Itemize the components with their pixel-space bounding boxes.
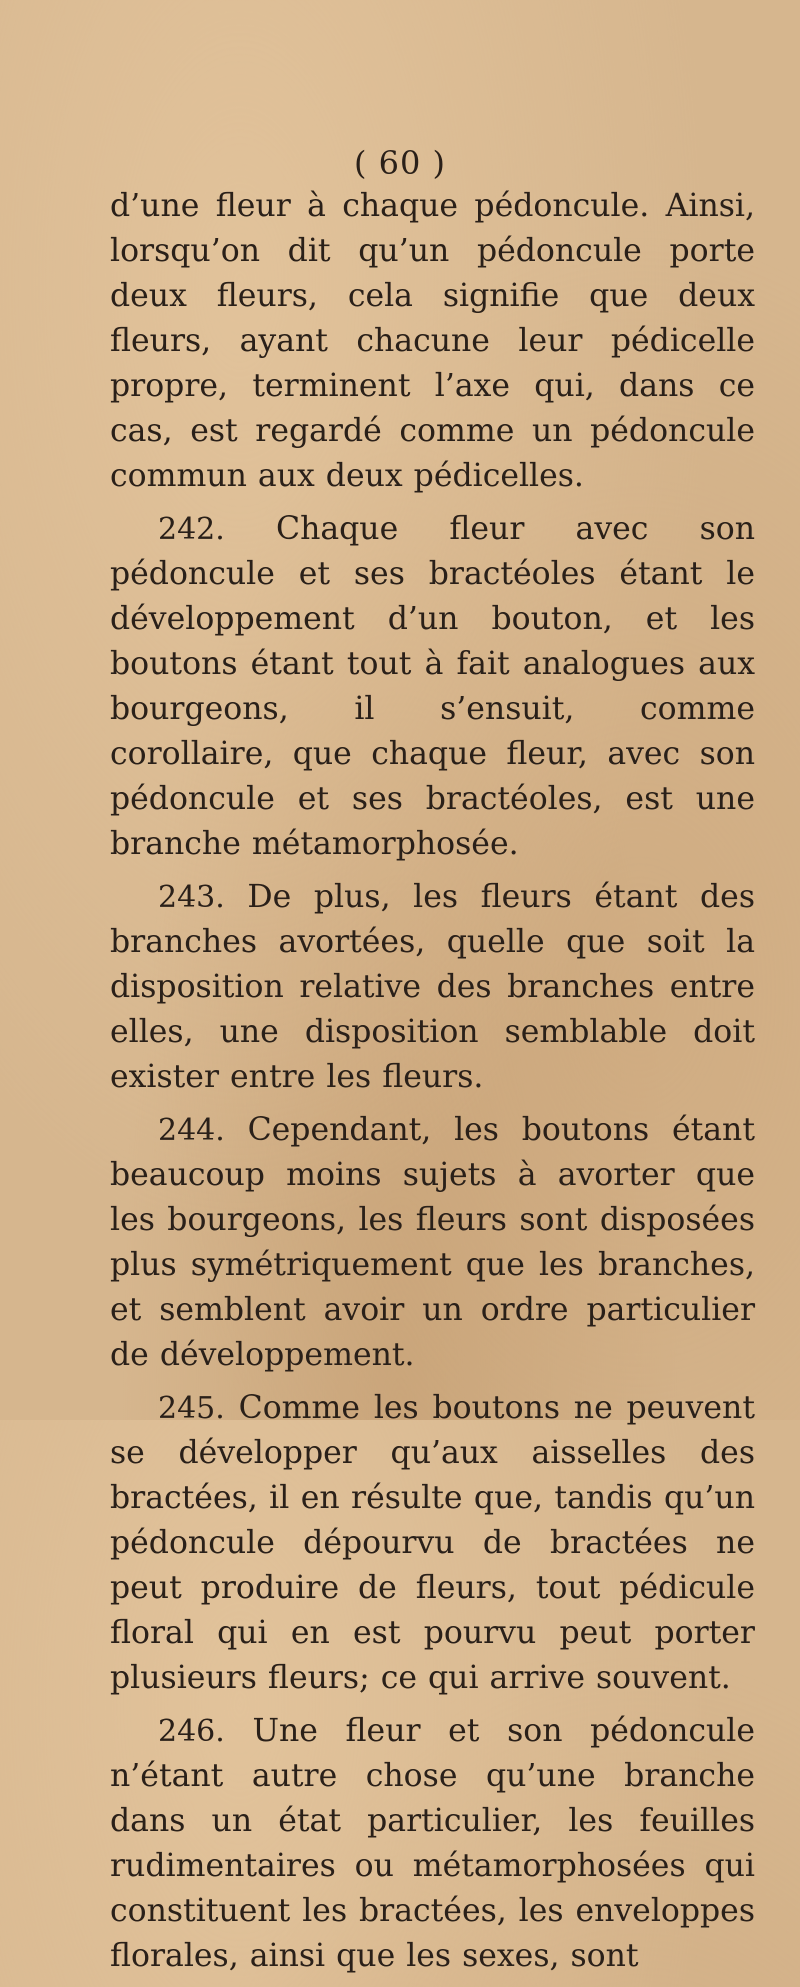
paragraph-number: 246. <box>158 1714 225 1749</box>
paragraph-number: 242. <box>158 512 225 547</box>
paragraph-continuation <box>110 184 755 499</box>
paragraph-243 <box>110 875 755 1100</box>
paragraph-number: 245. <box>158 1391 225 1426</box>
paragraph-246 <box>110 1709 755 1979</box>
paragraph-242 <box>110 507 755 867</box>
paragraph-number: 244. <box>158 1113 225 1148</box>
paragraph-text: De plus, les fleurs étant des branches avortées, quelle que soit la disposition relative des branches entre elles, une disposition semblable doit exister entre les fleurs. <box>110 879 755 1095</box>
page-number: ( 60 ) <box>353 144 447 182</box>
paragraph-text: Comme les boutons ne peuvent se développer qu’aux aisselles des bractées, il en résulte que, tandis qu’un pédoncule dépourvu de bractées ne peut produire de fleurs, tout pédicule floral qui en est pourvu peut porter plusieurs fleurs; ce qui arrive souvent. <box>110 1390 755 1696</box>
paragraph-245 <box>110 1386 755 1701</box>
paragraph-text: Chaque fleur avec son pédoncule et ses bractéoles étant le développement d’un bouton, et les boutons étant tout à fait analogues aux bourgeons, il s’ensuit, comme corollaire, que chaque fleur, avec son pédoncule et ses bractéoles, est une branche métamorphosée. <box>110 511 756 862</box>
paragraph-text: Une fleur et son pédoncule n’étant autre chose qu’une branche dans un état particulier, les feuilles rudimentaires ou métamorphosées qui constituent les bractées, les enveloppes florales, ainsi que les sexes, sont <box>110 1713 755 1974</box>
paragraph-244 <box>110 1108 755 1378</box>
paragraph-text: d’une fleur à chaque pédoncule. Ainsi, lorsqu’on dit qu’un pédoncule porte deux fleurs, cela signifie que deux fleurs, ayant chacune leur pédicelle propre, terminent l’axe qui, dans ce cas, est regardé comme un pédoncule commun aux deux pédicelles. <box>110 188 755 494</box>
paragraph-text: Cependant, les boutons étant beaucoup moins sujets à avorter que les bourgeons, les fleurs sont disposées plus symétriquement que les branches, et semblent avoir un ordre particulier de développement. <box>110 1112 755 1373</box>
page-body <box>110 184 755 1987</box>
paragraph-number: 243. <box>158 880 225 915</box>
